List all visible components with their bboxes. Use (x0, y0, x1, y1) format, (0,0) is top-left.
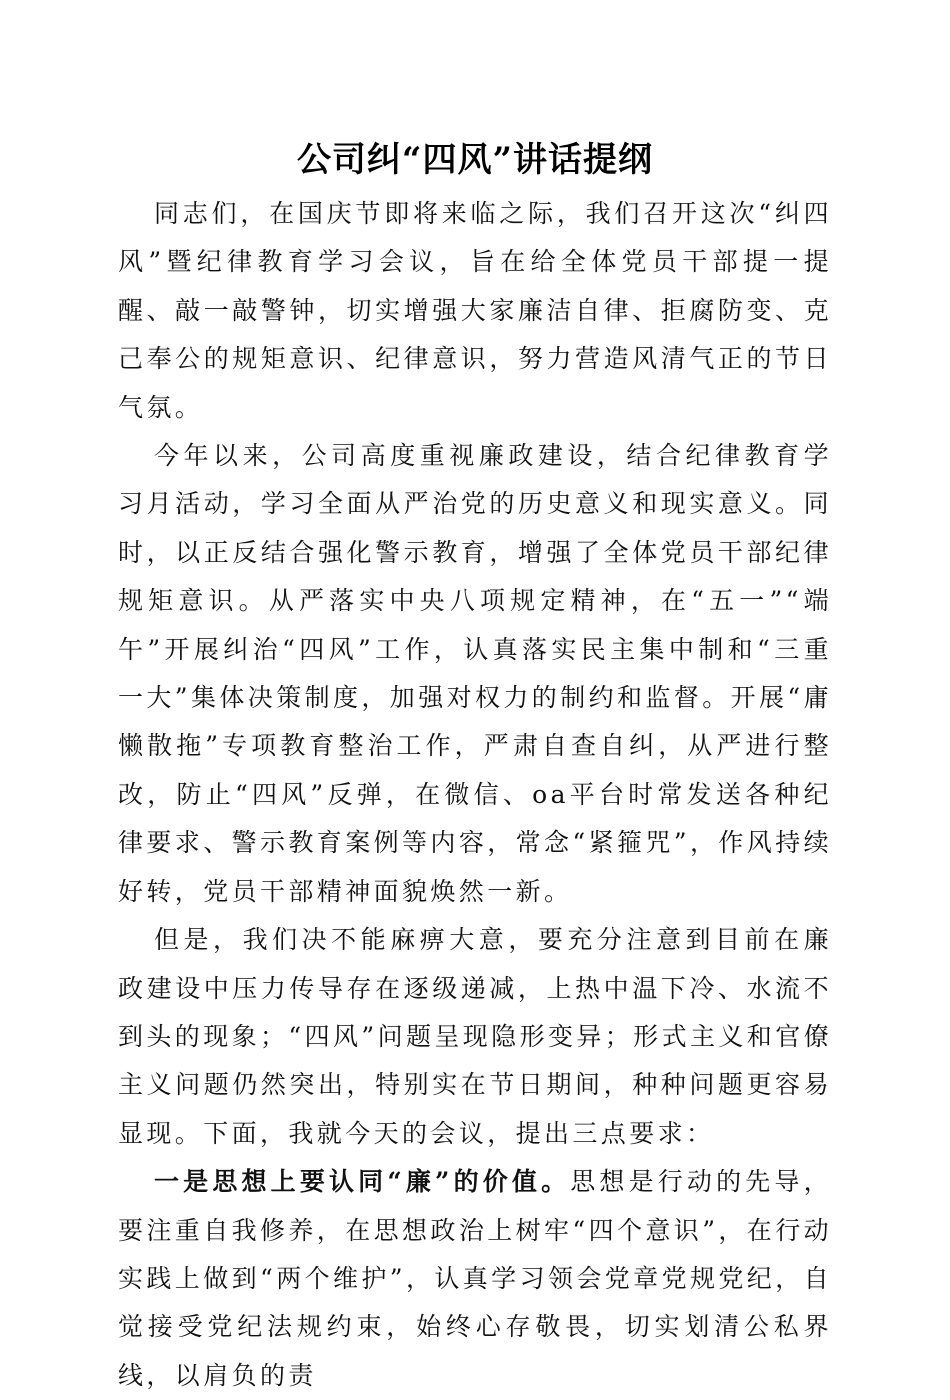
paragraph-text: 思想是行动的先导，要注重自我修养，在思想政治上树牢“四个意识”，在行动实践上做到“两个维护”，认真学习领会党章党规党纪，自觉接受党纪法规约束，始终心存敬畏，切实划清公私界线，以肩负的责 (118, 1167, 832, 1390)
document-title: 公司纠“四风”讲话提纲 (296, 140, 654, 180)
paragraph-opening (118, 190, 832, 432)
paragraph-problems (118, 916, 832, 1158)
paragraph-text: 但是，我们决不能麻痹大意，要充分注意到目前在廉政建设中压力传导存在逐级递减，上热中温下冷、水流不到头的现象；“四风”问题呈现隐形变异；形式主义和官僚主义问题仍然突出，特别实在节日期间，种种问题更容易显现。下面，我就今天的会议，提出三点要求： (118, 925, 832, 1148)
paragraph-text: 今年以来，公司高度重视廉政建设，结合纪律教育学习月活动，学习全面从严治党的历史意义和现实意义。同时，以正反结合强化警示教育，增强了全体党员干部纪律规矩意识。从严落实中央八项规定精神，在“五一”“端午”开展纠治“四风”工作，认真落实民主集中制和“三重一大”集体决策制度，加强对权力的制约和监督。开展“庸懒散拖”专项教育整治工作，严肃自查自纠，从严进行整改，防止“四风”反弹，在微信、oa平台时常发送各种纪律要求、警示教育案例等内容，常念“紧箍咒”，作风持续好转，党员干部精神面貌焕然一新。 (118, 441, 832, 906)
paragraph-requirement-one (118, 1158, 832, 1400)
paragraph-text: 同志们，在国庆节即将来临之际，我们召开这次“纠四风”暨纪律教育学习会议，旨在给全体党员干部提一提醒、敲一敲警钟，切实增强大家廉洁自律、拒腐防变、克己奉公的规矩意识、纪律意识，努力营造风清气正的节日气氛。 (118, 199, 832, 422)
paragraph-progress (118, 432, 832, 916)
paragraph-lead: 一是思想上要认同“廉”的价值。 (154, 1167, 571, 1197)
